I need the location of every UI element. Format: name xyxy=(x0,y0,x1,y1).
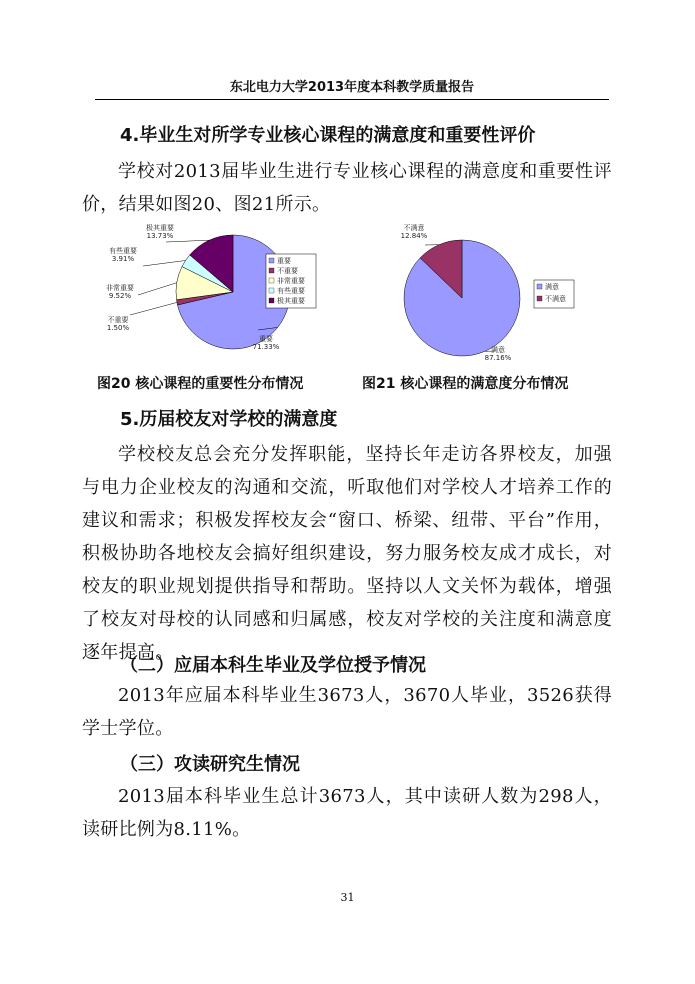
legend-swatch-0-4 xyxy=(269,298,274,303)
section4-heading: 4.毕业生对所学专业核心课程的满意度和重要性评价 xyxy=(120,125,536,146)
slice-value-label-0-2: 9.52% xyxy=(108,292,132,300)
section-graduation-heading: （二）应届本科生毕业及学位授予情况 xyxy=(120,655,426,676)
legend-swatch-0-0 xyxy=(269,258,274,263)
importance-pie-chart xyxy=(88,220,338,370)
page-number: 31 xyxy=(340,891,355,904)
legend-swatch-0-3 xyxy=(269,288,274,293)
legend-swatch-1-1 xyxy=(537,296,542,301)
slice-category-label-0-3: 有些重要 xyxy=(109,247,137,255)
slice-value-label-1-1: 12.84% xyxy=(400,232,428,240)
slice-value-label-1-0: 87.16% xyxy=(484,354,512,362)
leader-line-0-1 xyxy=(130,302,177,315)
legend-label-0-4: 极其重要 xyxy=(277,297,305,305)
legend-label-0-2: 非常重要 xyxy=(277,277,305,285)
slice-category-label-0-2: 非常重要 xyxy=(106,284,134,292)
slice-category-label-1-1: 不满意 xyxy=(403,224,425,232)
section-graduation-paragraph: 2013年应届本科毕业生3673人，3670人毕业，3526获得学士学位。 xyxy=(82,685,612,739)
header-rule xyxy=(95,99,609,100)
figure20-caption: 图20 核心课程的重要性分布情况 xyxy=(97,376,304,392)
legend-label-0-3: 有些重要 xyxy=(277,287,305,295)
section4-paragraph: 学校对2013届毕业生进行专业核心课程的满意度和重要性评价，结果如图20、图21所示。 xyxy=(82,161,612,215)
section5-paragraph: 学校校友总会充分发挥职能，坚持长年走访各界校友，加强与电力企业校友的沟通和交流，听取他们对学校人才培养工作的建议和需求；积极发挥校友会“窗口、桥梁、纽带、平台”作用，积极协助各地校友会搞好组织建设，努力服务校友成才成长，对校友的职业规划提供指导和帮助。坚持以人文关怀为载体，增强了校友对母校的认同感和归属感，校友对学校的关注度和满意度逐年提高。 xyxy=(82,444,612,663)
leader-line-0-2 xyxy=(138,283,177,295)
section5-heading: 5.历届校友对学校的满意度 xyxy=(120,409,338,430)
legend-label-0-0: 重要 xyxy=(277,257,291,265)
slice-category-label-1-0: 满意 xyxy=(491,346,505,354)
legend-label-1-0: 满意 xyxy=(545,283,559,291)
section-postgrad-heading: （三）攻读研究生情况 xyxy=(120,754,300,775)
section-postgrad-paragraph: 2013届本科毕业生总计3673人，其中读研人数为298人，读研比例为8.11%。 xyxy=(82,786,612,840)
legend-swatch-1-0 xyxy=(537,284,542,289)
report-header-title: 东北电力大学2013年度本科教学质量报告 xyxy=(229,80,475,95)
slice-value-label-0-0: 71.33% xyxy=(252,343,280,351)
slice-category-label-0-4: 极其重要 xyxy=(146,224,174,232)
slice-value-label-0-1: 1.50% xyxy=(106,324,130,332)
slice-value-label-0-3: 3.91% xyxy=(111,255,135,263)
legend-label-1-1: 不满意 xyxy=(545,295,566,303)
slice-value-label-0-4: 13.73% xyxy=(146,232,174,240)
leader-line-0-4 xyxy=(166,240,209,242)
slice-category-label-0-1: 不重要 xyxy=(107,316,129,324)
satisfaction-pie-chart xyxy=(390,220,590,370)
legend-swatch-0-1 xyxy=(269,268,274,273)
legend-swatch-0-2 xyxy=(269,278,274,283)
leader-line-0-3 xyxy=(143,261,186,267)
legend-label-0-1: 不重要 xyxy=(277,267,298,275)
slice-category-label-0-0: 重要 xyxy=(259,335,273,343)
figure21-caption: 图21 核心课程的满意度分布情况 xyxy=(362,376,569,392)
